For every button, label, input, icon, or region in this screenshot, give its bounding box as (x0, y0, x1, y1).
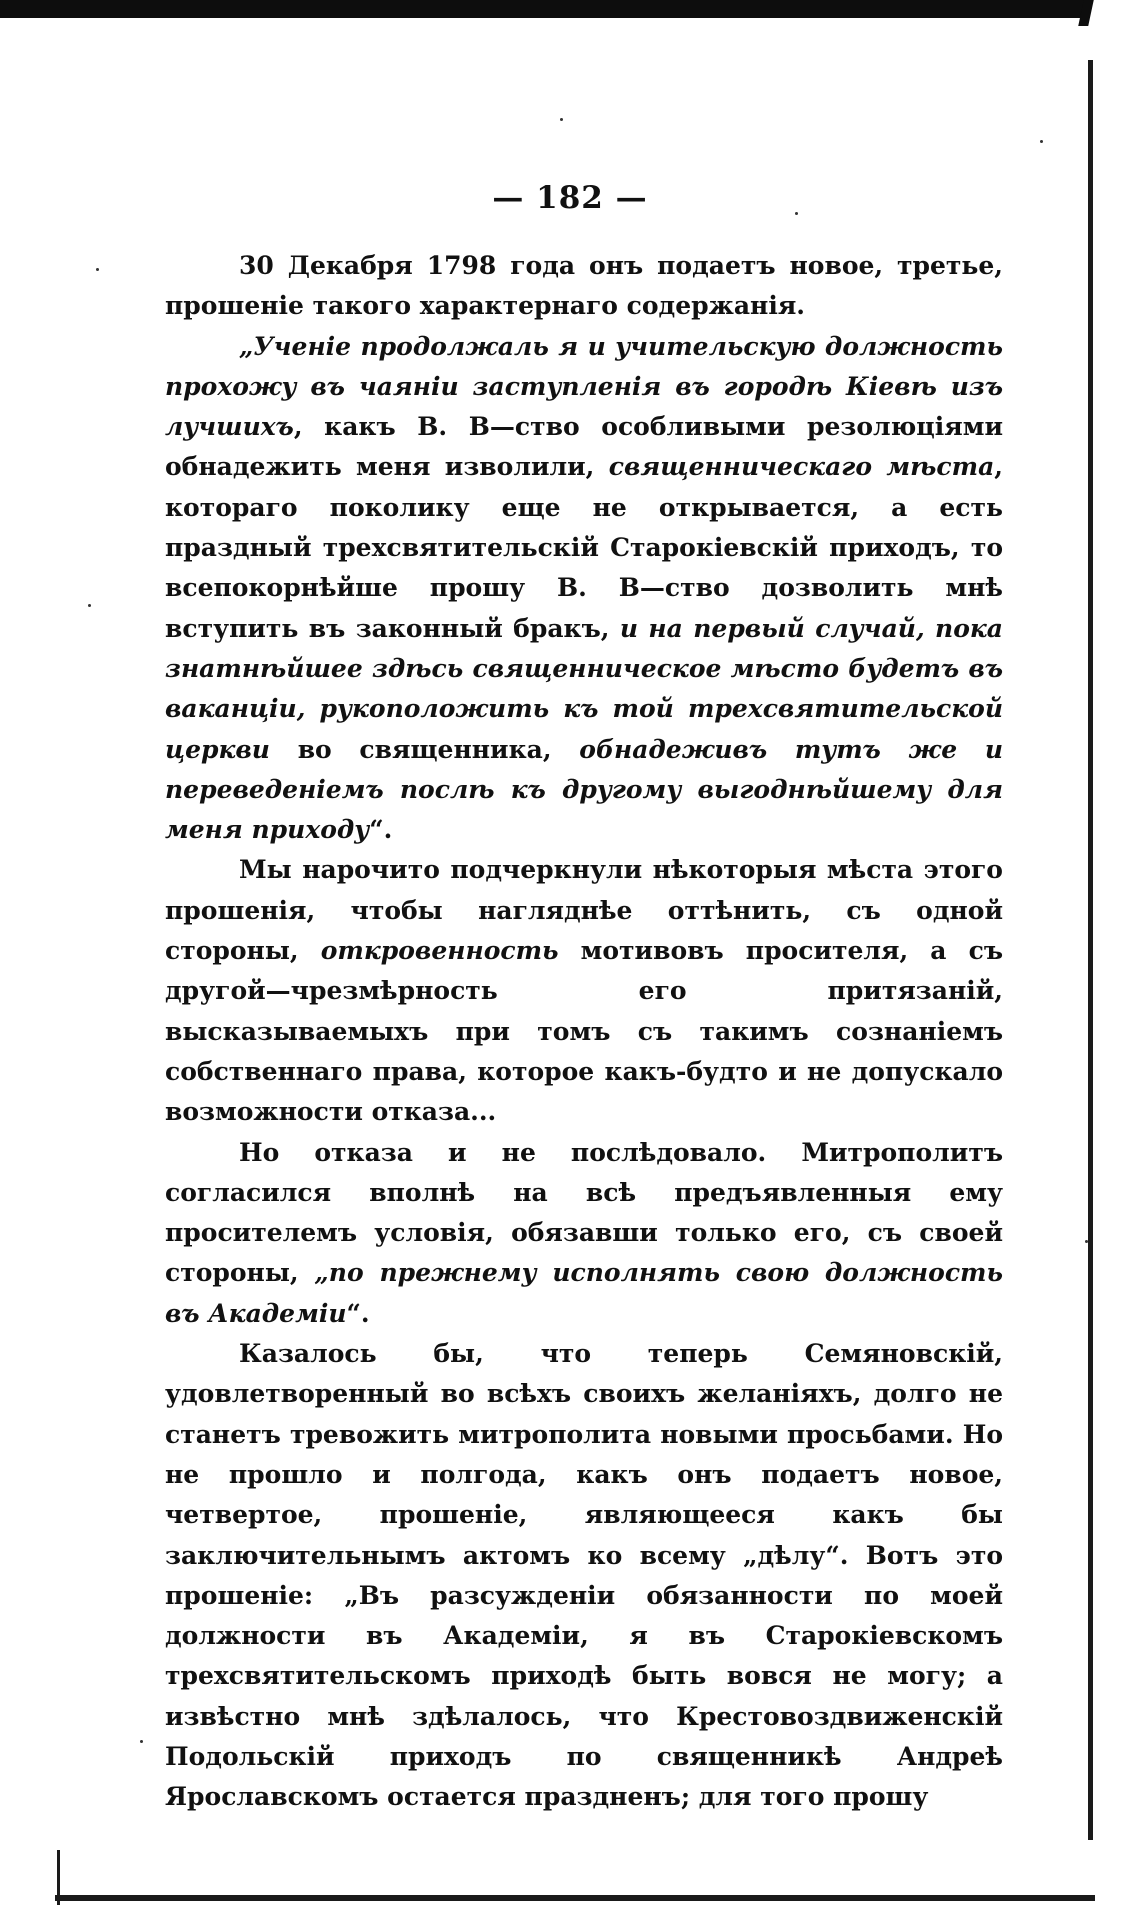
scan-speck (88, 604, 91, 607)
scan-top-edge (0, 0, 1085, 18)
scan-speck (560, 118, 563, 121)
paragraph (165, 1133, 1003, 1334)
text-run: 30 Декабря 1798 года онъ подаетъ новое, третье, прошеніе такого характернаго содержанія. (165, 251, 1003, 321)
body-text (165, 246, 1003, 1818)
text-run: , какъ В. В—ство особливыми резолюціями обнадежить меня изволили, (165, 412, 1003, 482)
italic-run: „по прежнему исполнять свою должность въ Академіи (165, 1258, 1003, 1328)
scan-bottom-edge (55, 1895, 1095, 1901)
paragraph (165, 246, 1003, 327)
italic-run: и на первый случай, пока знатнѣйшее здѣсь священническое мѣсто будетъ въ ваканціи, рукоположить къ той трехсвятительской церкви (165, 613, 1003, 764)
italic-run: „Ученіе продолжаль я и учительскую должность прохожу въ чаяніи заступленія въ городѣ Кіевѣ изъ лучшихъ (165, 331, 1003, 442)
italic-run: откровенность (320, 936, 559, 966)
text-run: Мы нарочито подчеркнули нѣкоторыя мѣста этого прошенія, чтобы нагляднѣе оттѣнить, съ одной стороны, (165, 855, 1003, 966)
scan-speck (140, 1740, 143, 1743)
page-number: — 182 — (492, 180, 648, 216)
text-run: Но отказа и не послѣдовало. Митрополитъ согласился вполнѣ на всѣ предъявленныя ему просителемъ условія, обязавши только его, съ своей стороны, (165, 1137, 1003, 1288)
scan-left-edge (57, 1850, 60, 1905)
text-run: “. (346, 1298, 370, 1328)
paragraph (165, 850, 1003, 1132)
text-run: во священника, (269, 734, 580, 764)
scan-speck (1040, 140, 1043, 143)
scan-speck (1085, 1240, 1088, 1243)
text-run: “. (369, 815, 393, 845)
italic-run: священническаго мѣста (608, 452, 995, 482)
italic-run: обнадеживъ тутъ же и переведеніемъ послѣ къ другому выгоднѣйшему для меня приходу (165, 734, 1003, 845)
scan-right-edge (1088, 60, 1093, 1840)
text-run: мотивовъ просителя, а съ другой—чрезмѣрность его притязаній, высказываемыхъ при томъ съ такимъ сознаніемъ собственнаго права, которое какъ-будто и не допускало возможности отказа... (165, 936, 1003, 1127)
paragraph (165, 327, 1003, 851)
text-run: Казалось бы, что теперь Семяновскій, удовлетворенный во всѣхъ своихъ желаніяхъ, долго не станетъ тревожить митрополита новыми просьбами. Но не прошло и полгода, какъ онъ подаетъ новое, четвертое, прошеніе, являющееся какъ бы заключительнымъ актомъ ко всему „дѣлу“. Вотъ это прошеніе: „Въ разсужденіи обязанности по моей должности въ Академіи, я въ Старокіевскомъ трехсвятительскомъ приходѣ быть вовся не могу; а извѣстно мнѣ здѣлалось, что Крестовоздвиженскій Подольскій приходъ по священникѣ Андреѣ Ярославскомъ остается праздненъ; для того прошу (165, 1339, 1003, 1812)
paragraph (165, 1334, 1003, 1818)
text-run: , котораго поколику еще не открывается, а есть праздный трехсвятительскій Старокіевскій приходъ, то всепокорнѣйше прошу В. В—ство дозволить мнѣ вступить въ законный бракъ, (165, 452, 1004, 643)
scan-speck (96, 268, 99, 271)
